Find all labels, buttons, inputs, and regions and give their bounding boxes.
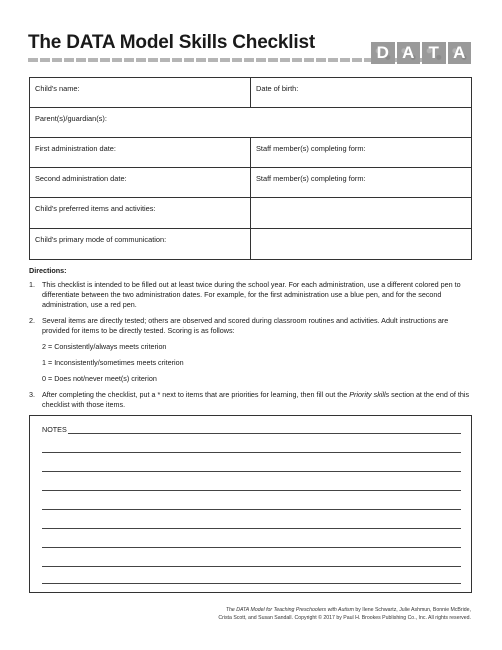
communication-mode-field[interactable]: Child's primary mode of communication:	[30, 229, 251, 260]
direction-text: section at the end of this checklist with those items.	[42, 390, 470, 409]
book-title: The DATA Model for Teaching Preschoolers with Autism	[225, 607, 354, 613]
direction-text: Several items are directly tested; others are observed and scored during classroom routines and activities. Adult instructions are provided for items to be directly tested. Scoring is as follows:	[42, 316, 449, 335]
scoring-line: 0 = Does not/never meet(s) criterion	[42, 374, 157, 383]
direction-item	[29, 280, 472, 310]
page-title: The DATA Model Skills Checklist	[28, 32, 315, 53]
logo-letter: D	[371, 42, 395, 64]
footer-line	[160, 606, 471, 614]
notes-line[interactable]	[42, 471, 461, 472]
notes-line[interactable]	[42, 583, 461, 584]
notes-line[interactable]	[42, 452, 461, 453]
notes-box[interactable]	[29, 415, 472, 593]
copyright-footer	[160, 606, 471, 622]
direction-item	[29, 316, 472, 384]
child-info-form	[29, 77, 472, 260]
date-of-birth-field[interactable]: Date of birth:	[251, 78, 472, 108]
notes-line[interactable]	[42, 547, 461, 548]
notes-label: NOTES	[42, 425, 67, 434]
direction-text: After completing the checklist, put a * next to items that are priorities for learning, then fill out the	[42, 390, 350, 399]
directions-heading: Directions:	[29, 266, 67, 275]
data-logo	[371, 42, 471, 64]
preferred-items-extra-field[interactable]	[251, 198, 472, 229]
direction-number: 1.	[29, 280, 35, 289]
notes-line[interactable]	[68, 433, 461, 434]
preferred-items-field[interactable]: Child's preferred items and activities:	[30, 198, 251, 229]
logo-letter: A	[448, 42, 472, 64]
direction-number: 3.	[29, 390, 35, 399]
footer-authors: by Ilene Schwartz, Julie Ashmun, Bonnie McBride,	[353, 607, 471, 613]
parents-field[interactable]: Parent(s)/guardian(s):	[30, 108, 472, 138]
logo-letter: T	[422, 42, 446, 64]
direction-text-italic: Priority skills	[349, 390, 390, 399]
notes-line[interactable]	[42, 490, 461, 491]
footer-line: Crista Scott, and Susan Sandall. Copyright © 2017 by Paul H. Brookes Publishing Co., Inc. All rights reserved.	[218, 615, 471, 621]
staff-first-field[interactable]: Staff member(s) completing form:	[251, 138, 472, 168]
direction-item	[29, 390, 472, 410]
communication-mode-extra-field[interactable]	[251, 229, 472, 260]
second-admin-date-field[interactable]: Second administration date:	[30, 168, 251, 198]
direction-text: This checklist is intended to be filled out at least twice during the school year. For each administration, use a different colored pen to differentiate between the two administration dates. For example, for the first administration use a blue pen, and for the second administration, use a red pen.	[42, 280, 461, 309]
logo-letter: A	[397, 42, 421, 64]
scoring-line: 1 = Inconsistently/sometimes meets criterion	[42, 358, 184, 367]
notes-line[interactable]	[42, 566, 461, 567]
notes-line[interactable]	[42, 528, 461, 529]
directions-section	[29, 266, 472, 416]
direction-number: 2.	[29, 316, 35, 325]
staff-second-field[interactable]: Staff member(s) completing form:	[251, 168, 472, 198]
child-name-field[interactable]: Child's name:	[30, 78, 251, 108]
notes-line[interactable]	[42, 509, 461, 510]
scoring-line: 2 = Consistently/always meets criterion	[42, 342, 167, 351]
first-admin-date-field[interactable]: First administration date:	[30, 138, 251, 168]
